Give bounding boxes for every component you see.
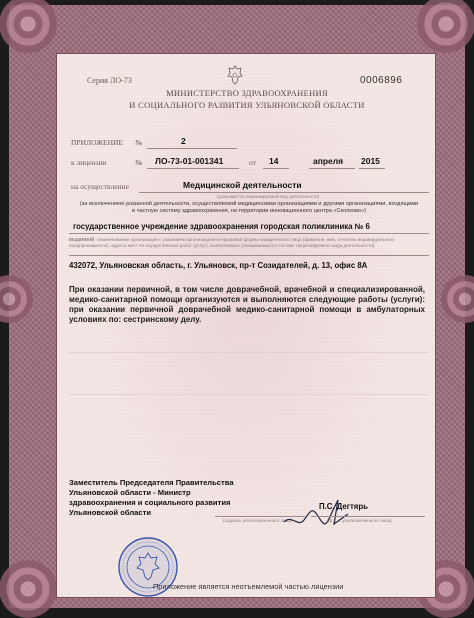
name-caption: (ф.и.о. уполномоченного лица) <box>327 518 392 523</box>
ministry-name-line1: МИНИСТЕРСТВО ЗДРАВООХРАНЕНИЯ <box>166 88 328 98</box>
signature-caption: (подпись уполномоченного лица) <box>223 518 293 523</box>
license-number-line <box>147 168 239 169</box>
corner-ornament-top-right <box>417 0 474 53</box>
address: 432072, Ульяновская область, г. Ульяновск, пр-т Созидателей, д. 13, офис 8А <box>69 261 368 270</box>
handwritten-signature-icon <box>282 494 352 534</box>
signer-title-line3: здравоохранения и социального развития <box>69 498 231 507</box>
signer-title-line1: Заместитель Председателя Правительства <box>69 478 234 487</box>
document-number: 0006896 <box>360 75 403 86</box>
coat-of-arms-icon <box>227 65 243 85</box>
organization-name: государственное учреждение здравоохранения городская поликлиника № 6 <box>73 222 370 231</box>
date-month-line <box>309 168 355 169</box>
activity-label: на осуществление <box>71 182 129 191</box>
license-number-sign: № <box>135 158 143 167</box>
issued-label: выданной <box>69 237 95 243</box>
activity-value: Медицинской деятельности <box>183 180 302 190</box>
ministry-name-line2: И СОЦИАЛЬНОГО РАЗВИТИЯ УЛЬЯНОВСКОЙ ОБЛАСТИ <box>129 100 365 110</box>
date-month: апреля <box>313 156 344 166</box>
activity-caption: (указывается лицензируемый вид деятельности) <box>217 194 320 199</box>
signer-name-line <box>311 516 425 517</box>
signer-title-line4: Ульяновской области <box>69 508 152 517</box>
issued-caption: (наименование организации с указанием организационно-правовой формы юридического лица (фамилия, имя, отчество индивидуального предпринимателя), адреса мест ее осуществления работ (услуг), выполняемых (оказываемых) в составе лицензируемого вида деятельности) <box>69 237 395 249</box>
corner-ornament-bottom-left <box>0 560 57 618</box>
appendix-number-sign: № <box>135 138 143 147</box>
blank-line-1 <box>69 352 429 353</box>
license-appendix-paper <box>56 53 436 598</box>
series-label: Серия ЛО-73 <box>87 76 132 85</box>
appendix-number: 2 <box>181 136 186 146</box>
footer-note: Приложение является неотъемлемой частью лицензии <box>153 582 344 591</box>
license-label: к лицензии <box>71 158 107 167</box>
certificate-frame <box>9 5 465 608</box>
issued-line-1 <box>69 255 429 256</box>
appendix-label: ПРИЛОЖЕНИЕ <box>71 138 124 147</box>
signer-name: П.С. Дегтярь <box>319 502 368 511</box>
corner-ornament-mid-left <box>0 275 33 323</box>
date-from-label: от <box>249 158 256 167</box>
exception-text: (за исключением указанной деятельности, осуществляемой медицинскими организациями и другими организациями, входящими в частную систему здравоохранения, на территории инновационного центра «Сколково») <box>79 201 419 214</box>
services-text: При оказании первичной, в том числе доврачебной, врачебной и специализированной, медико-санитарной помощи организуются и выполняются следующие работы (услуги): при оказании первичной доврачебной медико-санитарной помощи в амбулаторных условиях по: сестринскому делу. <box>69 285 425 324</box>
date-day-line <box>263 168 289 169</box>
organization-line <box>69 233 429 234</box>
date-day: 14 <box>269 156 279 166</box>
date-year: 2015 <box>361 156 380 166</box>
activity-line <box>139 192 429 193</box>
corner-ornament-mid-right <box>441 275 474 323</box>
appendix-number-line <box>147 148 237 149</box>
blank-line-2 <box>69 394 429 395</box>
date-year-line <box>359 168 385 169</box>
license-number: ЛО-73-01-001341 <box>155 156 224 166</box>
signer-title-line2: Ульяновской области - Министр <box>69 488 191 497</box>
corner-ornament-top-left <box>0 0 57 53</box>
